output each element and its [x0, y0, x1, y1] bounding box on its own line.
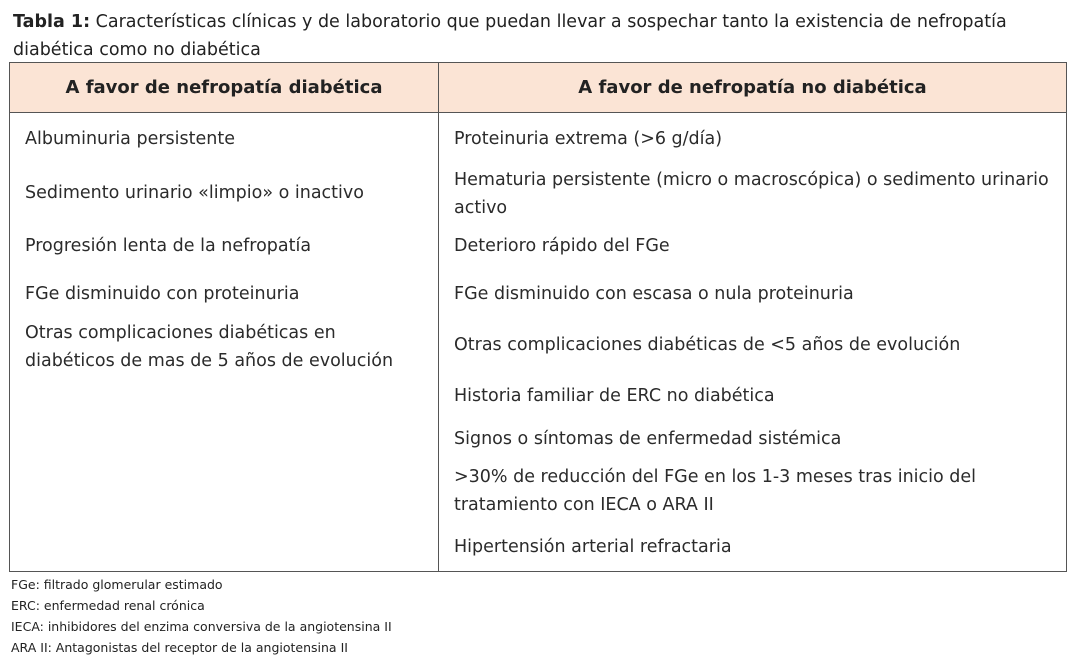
left-item: Albuminuria persistente [25, 129, 235, 149]
footnotes [11, 574, 711, 658]
right-item: Hematuria persistente (micro o macroscópica) o sedimento urinario activo [454, 170, 1049, 218]
left-item: Progresión lenta de la nefropatía [25, 236, 312, 256]
comparison-table [9, 62, 1067, 572]
right-item: Signos o síntomas de enfermedad sistémica [454, 429, 842, 449]
table-caption [13, 8, 1063, 64]
header-diabetic: A favor de nefropatía diabética [65, 77, 383, 98]
right-item: Deterioro rápido del FGe [454, 236, 670, 256]
right-item: FGe disminuido con escasa o nula proteinuria [454, 284, 854, 304]
column-divider [438, 63, 439, 571]
footnote: ARA II: Antagonistas del receptor de la angiotensina II [11, 640, 348, 655]
caption-label: Tabla 1: [13, 12, 91, 32]
right-item: >30% de reducción del FGe en los 1-3 meses tras inicio del tratamiento con IECA o ARA II [454, 467, 977, 515]
right-item: Otras complicaciones diabéticas de <5 años de evolución [454, 335, 961, 355]
left-item: Sedimento urinario «limpio» o inactivo [25, 183, 364, 203]
left-item: Otras complicaciones diabéticas en diabéticos de mas de 5 años de evolución [25, 323, 394, 371]
right-item: Proteinuria extrema (>6 g/día) [454, 129, 723, 149]
table-header-row [10, 63, 1066, 113]
right-item: Historia familiar de ERC no diabética [454, 386, 775, 406]
footnote: IECA: inhibidores del enzima conversiva de la angiotensina II [11, 619, 392, 634]
header-non-diabetic: A favor de nefropatía no diabética [578, 77, 927, 98]
left-item: FGe disminuido con proteinuria [25, 284, 300, 304]
caption-text: Características clínicas y de laboratorio que puedan llevar a sospechar tanto la existencia de nefropatía diabética como no diabética [13, 12, 1007, 60]
right-item: Hipertensión arterial refractaria [454, 537, 732, 557]
footnote: FGe: filtrado glomerular estimado [11, 577, 223, 592]
footnote: ERC: enfermedad renal crónica [11, 598, 205, 613]
